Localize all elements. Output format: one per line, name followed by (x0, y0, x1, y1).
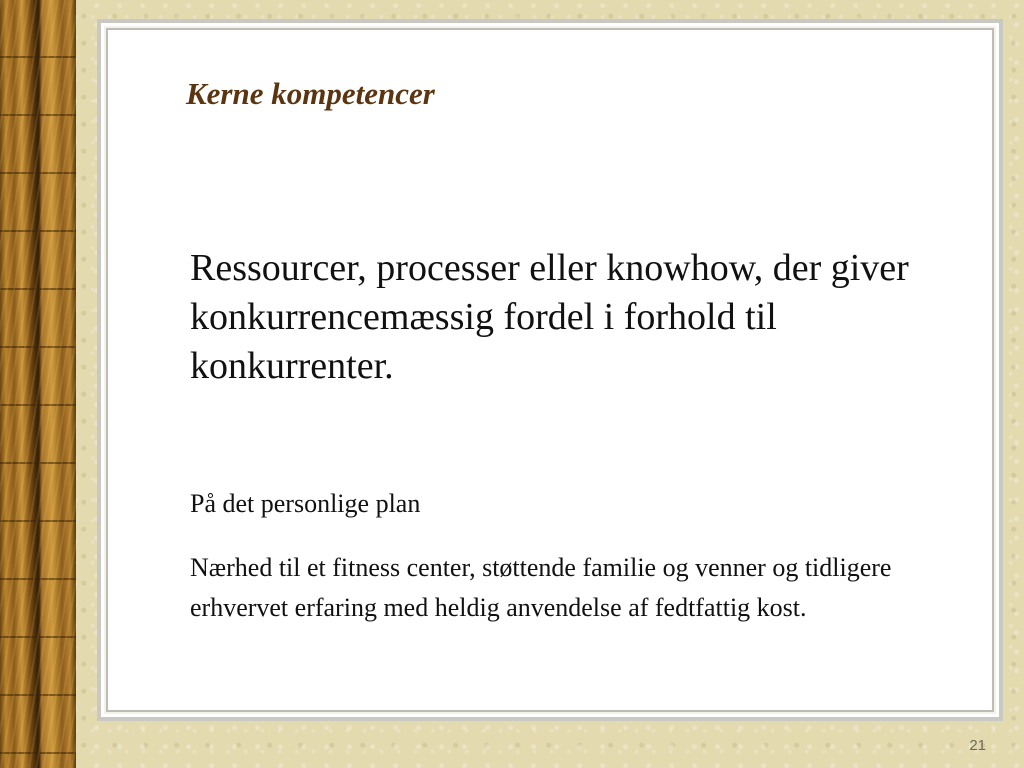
definition-text: Ressourcer, processer eller knowhow, der giver konkurrencemæssig fordel i forhold til konkurrenter. (190, 247, 909, 387)
wood-border-decoration (0, 0, 76, 768)
example-text: Nærhed til et fitness center, støttende familie og venner og tidligere erhvervet erfaring med heldig anvendelse af fedtfattig kost. (190, 553, 892, 622)
page-number: 21 (969, 737, 986, 754)
slide-title: Kerne kompetencer (186, 76, 435, 111)
personal-level-heading: På det personlige plan (190, 489, 421, 518)
